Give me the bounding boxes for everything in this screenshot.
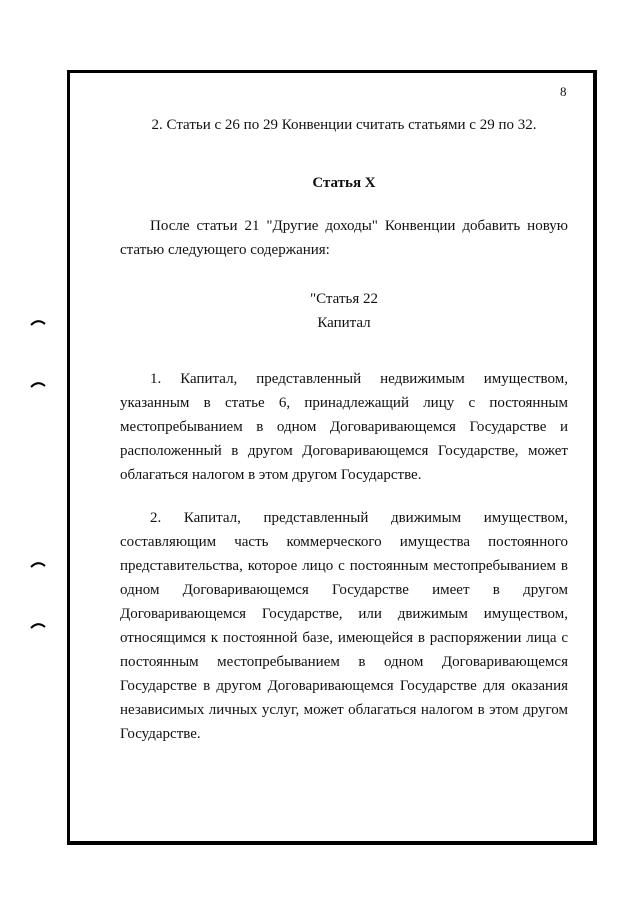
intro-paragraph: После статьи 21 "Другие доходы" Конвенции добавить новую статью следующего содержания:: [120, 218, 568, 258]
document-body: [120, 113, 568, 746]
new-article-title: "Статья 22: [310, 291, 378, 307]
new-article-subtitle: Капитал: [317, 315, 371, 331]
article-heading: Статья X: [312, 175, 376, 191]
article-paragraph-2: 2. Капитал, представленный движимым имуществом, составляющим часть коммерческого имущества постоянного представительства, которое лицо с постоянным местопребыванием в одном Договаривающемся Государстве имеет в другом Договаривающемся Государстве, или движимым имуществом, относящимся к постоянной базе, имеющейся в распоряжении лица с постоянным местопребыванием в одном Договаривающемся Государстве в другом Договаривающемся Государстве для оказания независимых личных услуг, может облагаться налогом в этом другом Государстве.: [120, 510, 568, 742]
binding-hole-mark: [30, 318, 46, 326]
binding-hole-mark: [30, 560, 46, 568]
article-paragraph-1: 1. Капитал, представленный недвижимым имуществом, указанным в статье 6, принадлежащий лицу с постоянным местопребыванием в одном Договаривающемся Государстве и расположенный в другом Договаривающемся Государстве, может облагаться налогом в этом другом Государстве.: [120, 371, 568, 483]
binding-hole-mark: [30, 380, 46, 388]
binding-hole-mark: [30, 621, 46, 629]
renumber-paragraph: 2. Статьи с 26 по 29 Конвенции считать статьями с 29 по 32.: [151, 117, 537, 133]
page-number: 8: [560, 84, 567, 99]
